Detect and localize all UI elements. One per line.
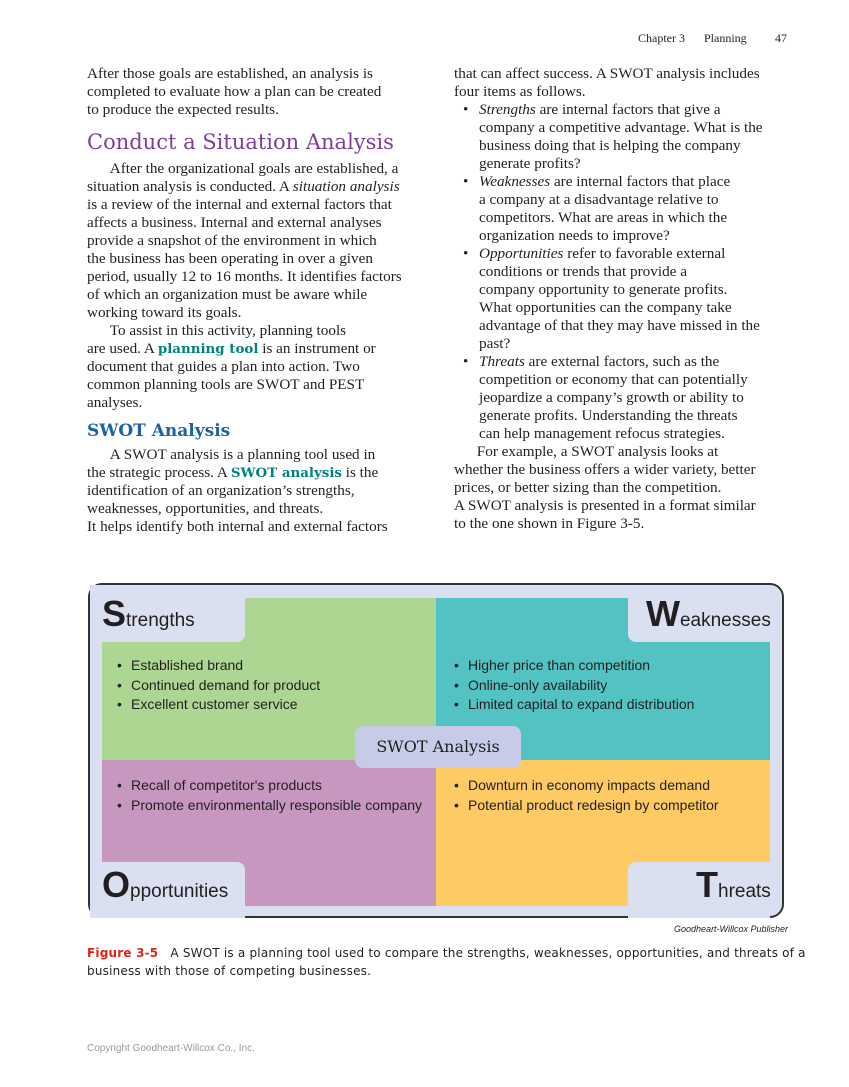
body-line: is a review of the internal and external factors that <box>87 196 392 213</box>
bullet-icon: • <box>463 101 469 118</box>
strengths-label: Strengths <box>90 585 245 642</box>
bullet-icon: • <box>463 245 469 262</box>
body-line: are used. A planning tool is an instrument or <box>87 340 376 357</box>
weaknesses-label: Weaknesses <box>628 585 770 642</box>
body-line: affects a business. Internal and external analyses <box>87 214 382 231</box>
bullet-line: company opportunity to generate profits. <box>479 281 728 298</box>
figure-caption-line2: business with those of competing businesses. <box>87 964 372 978</box>
opportunities-label: Opportunities <box>90 862 245 918</box>
opportunities-list <box>131 776 422 815</box>
body-line: working toward its goals. <box>87 304 242 321</box>
swot-item: • Established brand <box>131 656 320 676</box>
bullet-icon: • <box>463 173 469 190</box>
body-line: common planning tools are SWOT and PEST <box>87 376 365 393</box>
bullet-line: organization needs to improve? <box>479 227 670 244</box>
bullet-line: jeopardize a company’s growth or ability to <box>479 389 744 406</box>
bullet-line: generate profits? <box>479 155 581 172</box>
figure-number: Figure 3-5 <box>87 946 159 960</box>
threats-label: Threats <box>628 862 770 918</box>
bullet-line: competition or economy that can potentially <box>479 371 748 388</box>
key-term: SWOT analysis <box>230 465 342 481</box>
bullet-line: Weaknesses are internal factors that place <box>479 173 731 190</box>
bullet-line: company a competitive advantage. What is the <box>479 119 763 136</box>
bullet-line: business doing that is helping the company <box>479 137 741 154</box>
weaknesses-list <box>468 656 694 715</box>
swot-item: • Excellent customer service <box>131 695 320 715</box>
swot-item: • Potential product redesign by competitor <box>468 796 719 816</box>
threats-list <box>468 776 719 815</box>
body-line: It helps identify both internal and external factors <box>87 518 388 535</box>
body-line: A SWOT analysis is presented in a format similar <box>454 497 756 514</box>
swot-item: • Continued demand for product <box>131 676 320 696</box>
page-number: 47 <box>775 31 787 45</box>
body-line: A SWOT analysis is a planning tool used in <box>87 446 376 463</box>
bullet-line: competitors. What are areas in which the <box>479 209 728 226</box>
swot-item: • Recall of competitor's products <box>131 776 422 796</box>
bullet-line: Strengths are internal factors that give a <box>479 101 721 118</box>
body-line: period, usually 12 to 16 months. It identifies factors <box>87 268 402 285</box>
body-line: To assist in this activity, planning tools <box>87 322 347 339</box>
bullet-line: conditions or trends that provide a <box>479 263 687 280</box>
body-line: to the one shown in Figure 3-5. <box>454 515 645 532</box>
swot-item: • Higher price than competition <box>468 656 694 676</box>
bullet-line: generate profits. Understanding the threats <box>479 407 738 424</box>
swot-diagram <box>88 583 784 918</box>
bullet-line: Threats are external factors, such as the <box>479 353 720 370</box>
figure-credit: Goodheart-Willcox Publisher <box>674 924 788 934</box>
heading-swot-analysis: SWOT Analysis <box>87 421 231 441</box>
body-line: the strategic process. A SWOT analysis is the <box>87 464 379 481</box>
section-label: Planning <box>704 31 747 45</box>
body-line: identification of an organization’s strengths, <box>87 482 355 499</box>
body-line: whether the business offers a wider variety, better <box>454 461 756 478</box>
body-line: situation analysis is conducted. A situation analysis <box>87 178 400 195</box>
bullet-line: can help management refocus strategies. <box>479 425 725 442</box>
body-line: four items as follows. <box>454 83 586 100</box>
bullet-line: past? <box>479 335 511 352</box>
body-line: prices, or better sizing than the competition. <box>454 479 722 496</box>
body-line: After the organizational goals are established, a <box>87 160 399 177</box>
heading-situation-analysis: Conduct a Situation Analysis <box>87 130 394 154</box>
bullet-line: What opportunities can the company take <box>479 299 732 316</box>
key-term: planning tool <box>157 341 259 357</box>
strengths-list <box>131 656 320 715</box>
bullet-line: Opportunities refer to favorable external <box>479 245 726 262</box>
swot-item: • Online-only availability <box>468 676 694 696</box>
swot-center-label: SWOT Analysis <box>355 726 521 768</box>
body-line: weaknesses, opportunities, and threats. <box>87 500 324 517</box>
body-line: of which an organization must be aware while <box>87 286 368 303</box>
swot-item: • Promote environmentally responsible company <box>131 796 422 816</box>
chapter-label: Chapter 3 <box>638 31 685 45</box>
figure-caption <box>87 946 806 960</box>
bullet-icon: • <box>463 353 469 370</box>
body-line: to produce the expected results. <box>87 101 279 118</box>
body-line: completed to evaluate how a plan can be created <box>87 83 382 100</box>
swot-item: • Downturn in economy impacts demand <box>468 776 719 796</box>
copyright: Copyright Goodheart-Willcox Co., Inc. <box>87 1043 255 1054</box>
body-line: For example, a SWOT analysis looks at <box>454 443 719 460</box>
body-line: that can affect success. A SWOT analysis includes <box>454 65 760 82</box>
body-line: analyses. <box>87 394 143 411</box>
body-line: provide a snapshot of the environment in which <box>87 232 377 249</box>
body-line: document that guides a plan into action. Two <box>87 358 360 375</box>
bullet-line: a company at a disadvantage relative to <box>479 191 719 208</box>
body-line: After those goals are established, an analysis is <box>87 65 373 82</box>
swot-item: • Limited capital to expand distribution <box>468 695 694 715</box>
body-line: the business has been operating in over a given <box>87 250 373 267</box>
bullet-line: advantage of that they may have missed in the <box>479 317 760 334</box>
caption-text: A SWOT is a planning tool used to compare the strengths, weaknesses, opportunities, and threats of a <box>170 946 806 960</box>
